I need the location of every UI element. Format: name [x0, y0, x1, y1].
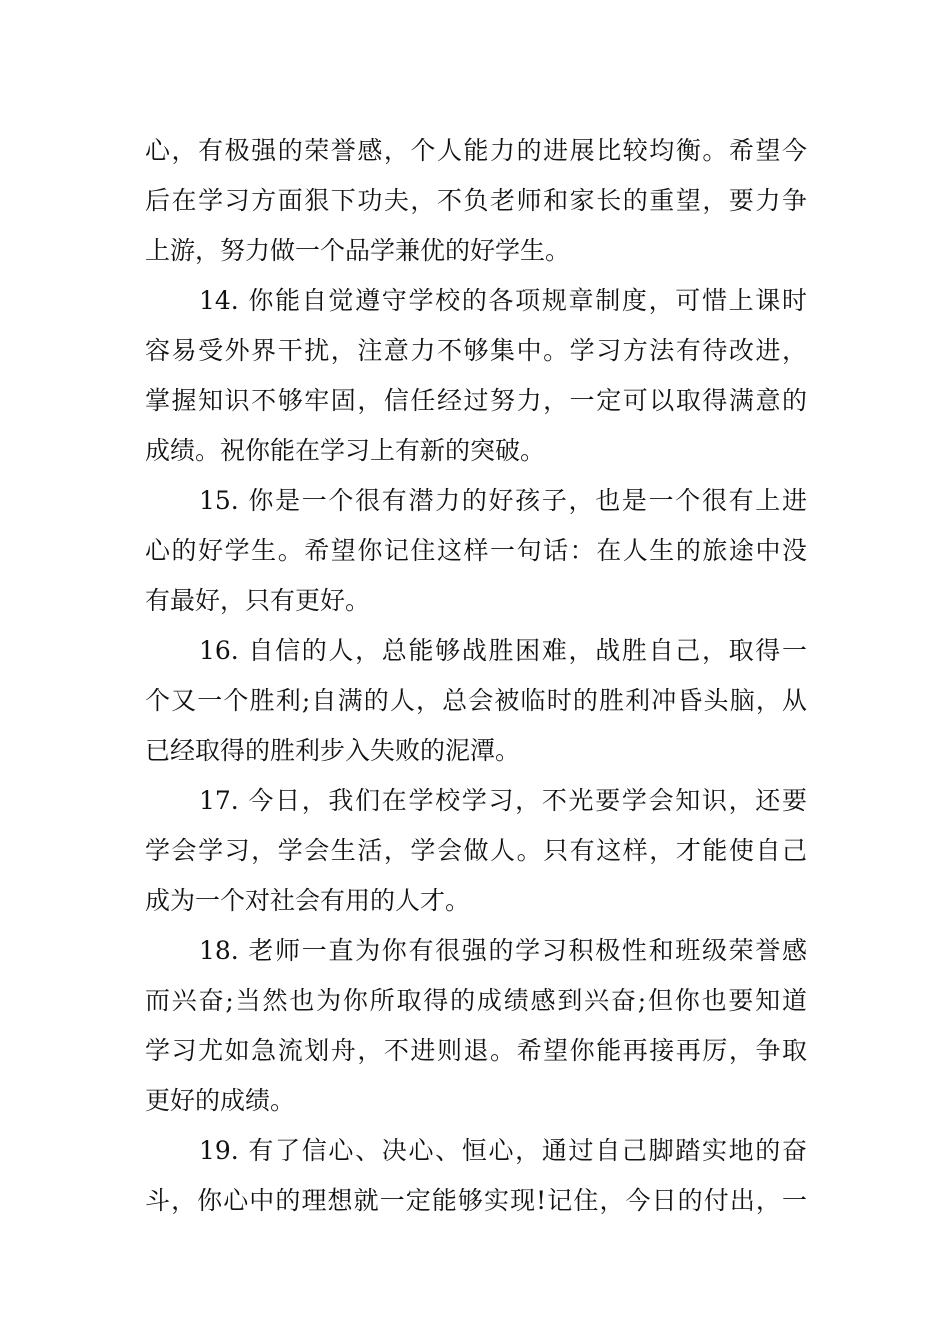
text-line: 19. 有了信心、决心、恒心，通过自己脚踏实地的奋	[199, 1136, 807, 1165]
text-line: 容易受外界干扰，注意力不够集中。学习方法有待改进，	[145, 336, 807, 365]
text-line: 15. 你是一个很有潜力的好孩子，也是一个很有上进	[199, 486, 807, 515]
text-line: 更好的成绩。	[145, 1086, 296, 1115]
text-line: 学会学习，学会生活，学会做人。只有这样，才能使自己	[145, 836, 807, 865]
text-line: 学习尤如急流划舟，不进则退。希望你能再接再厉，争取	[145, 1036, 807, 1065]
text-line: 斗，你心中的理想就一定能够实现!记住，今日的付出，一	[145, 1186, 807, 1215]
text-line: 后在学习方面狠下功夫，不负老师和家长的重望，要力争	[145, 186, 807, 215]
text-line: 18. 老师一直为你有很强的学习积极性和班级荣誉感	[199, 936, 807, 965]
text-line: 已经取得的胜利步入失败的泥潭。	[145, 736, 521, 765]
text-line: 心的好学生。希望你记住这样一句话：在人生的旅途中没	[145, 536, 807, 565]
text-line: 成绩。祝你能在学习上有新的突破。	[145, 436, 546, 465]
text-line: 掌握知识不够牢固，信任经过努力，一定可以取得满意的	[145, 386, 807, 415]
text-line: 有最好，只有更好。	[145, 586, 371, 615]
text-line: 16. 自信的人，总能够战胜困难，战胜自己，取得一	[199, 636, 807, 665]
text-line: 上游，努力做一个品学兼优的好学生。	[145, 236, 571, 265]
text-line: 个又一个胜利;自满的人，总会被临时的胜利冲昏头脑，从	[145, 686, 807, 715]
text-line: 心，有极强的荣誉感，个人能力的进展比较均衡。希望今	[145, 136, 807, 165]
text-line: 17. 今日，我们在学校学习，不光要学会知识，还要	[199, 786, 807, 815]
document-body	[145, 126, 807, 1226]
text-line: 而兴奋;当然也为你所取得的成绩感到兴奋;但你也要知道	[145, 986, 807, 1015]
text-line: 成为一个对社会有用的人才。	[145, 886, 471, 915]
text-line: 14. 你能自觉遵守学校的各项规章制度，可惜上课时	[199, 286, 807, 315]
